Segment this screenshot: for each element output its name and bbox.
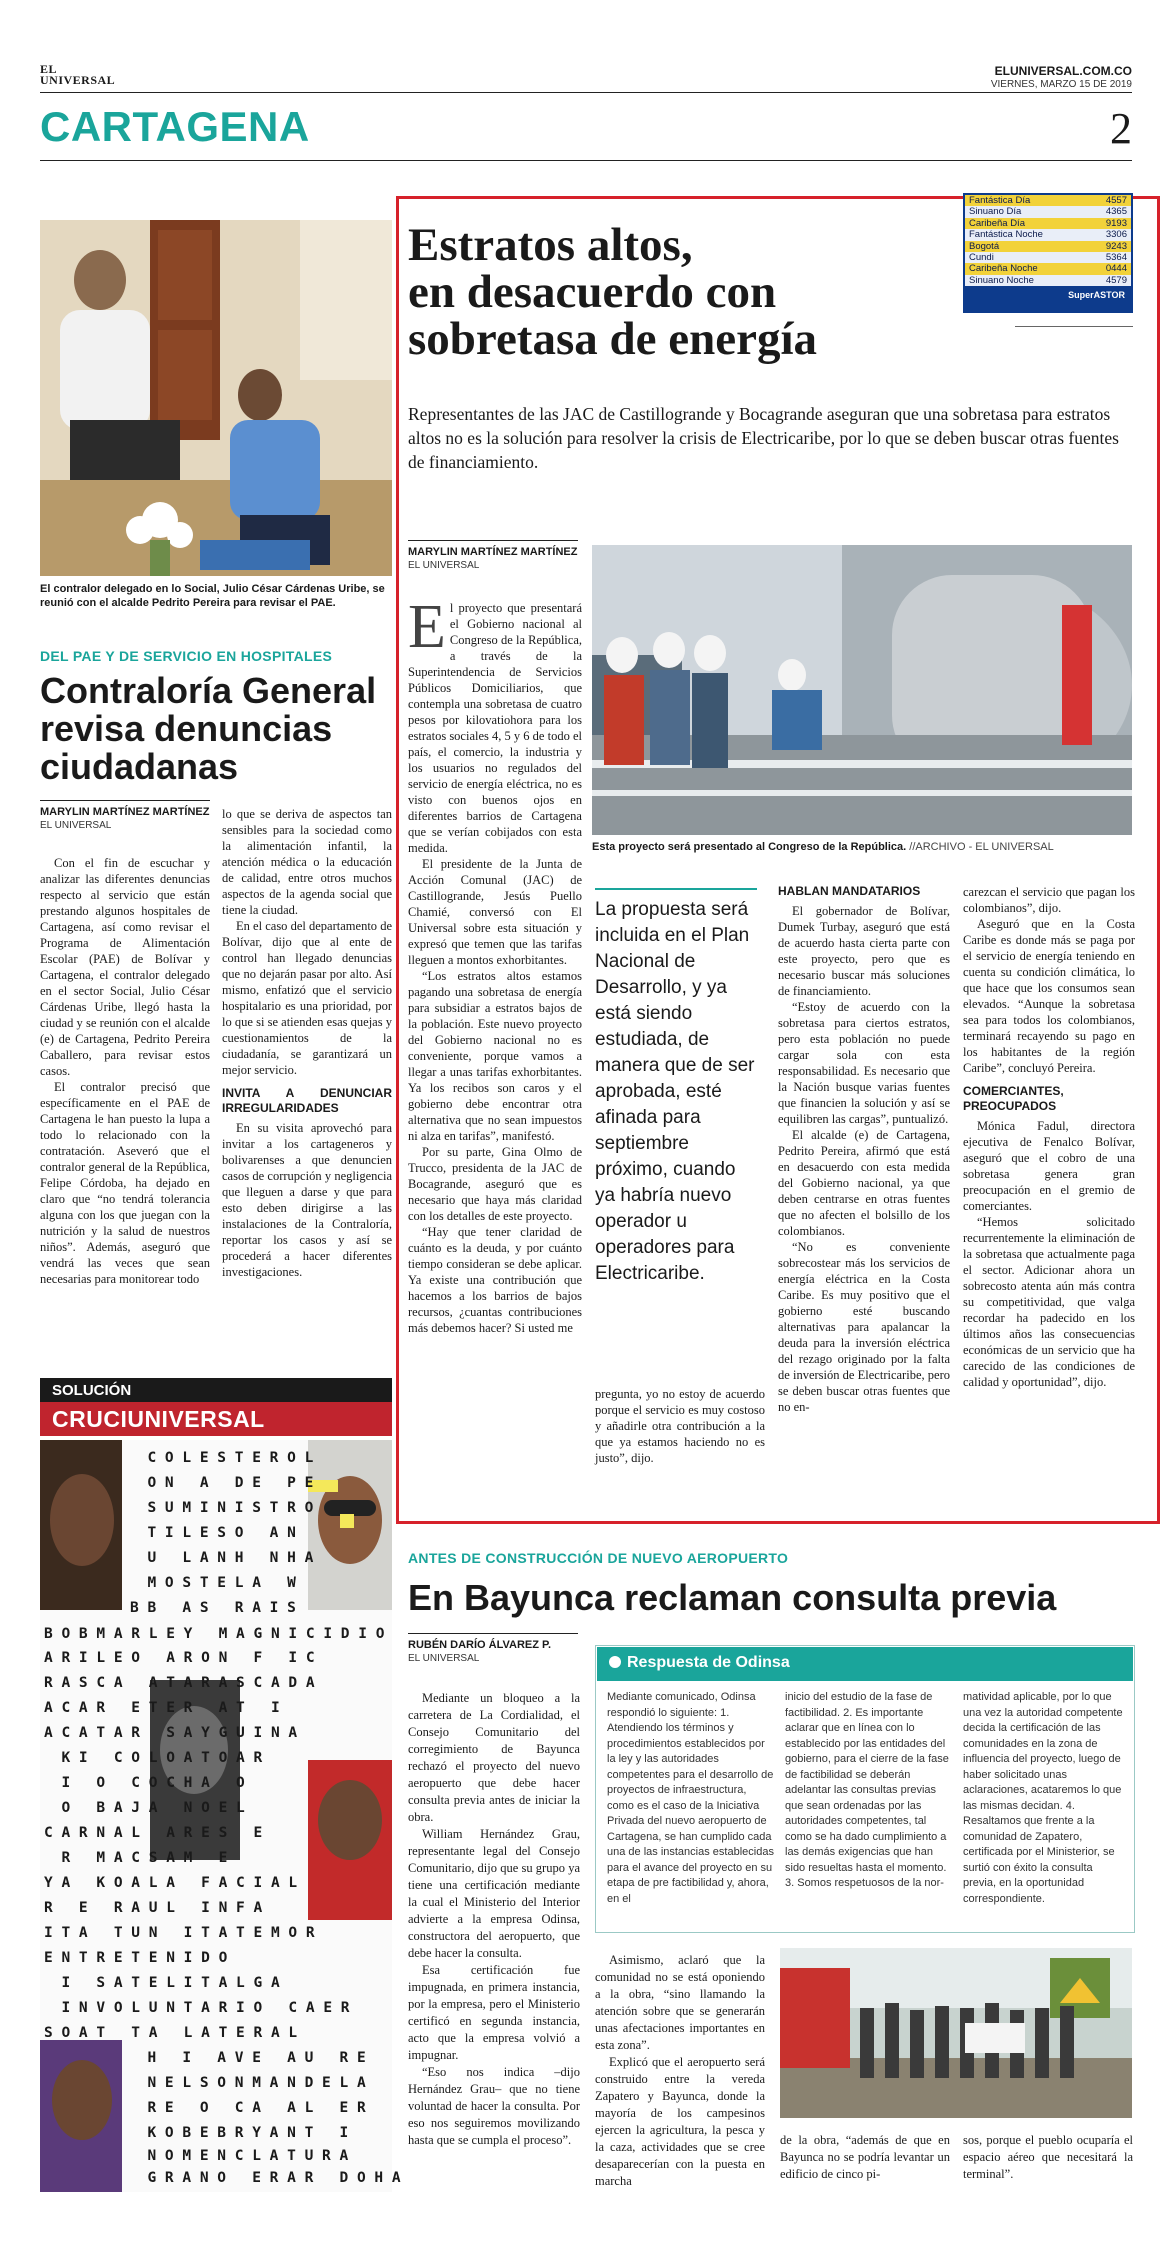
odinsa-box-col1: Mediante comunicado, Odinsa respondió lo siguiente: 1. Atendiendo los términos y procedimientos establecidos por la ley y las autoridades competentes para el desarrollo de proyectos de infraestructura, como es el caso de la Iniciativa Privada del nuevo aeropuerto de Cartagena, se han cumplido cada una de las instancias establecidas para el avance del proyecto en su etapa de pre factibilidad y, ahora, en el [607,1691,774,1905]
left-article-col1 [40,855,210,1287]
protest-photo [780,1948,1132,2118]
crossword-row: C O L E S T E R O L [130,1450,314,1466]
odinsa-box-header [597,1647,1133,1681]
crossword-row: I S A T E L I T A L G A [44,1975,280,1991]
crossword-row: T I L E S O A N [130,1525,296,1541]
issue-date: VIERNES, MARZO 15 DE 2019 [990,79,1132,90]
odinsa-box-col2: inicio del estudio de la fase de factibilidad. 2. Es importante aclarar que en línea con lo establecido por las entidades del gobierno, para el cierre de la fase de factibilidad se deberán adelantar las consultas previas que sean ordenadas por las autoridades competentes, tal como se ha dado cumplimiento a las demás exigencias que han sido resueltas hasta el momento. 3. Somos respetuosos de la nor- [785,1691,949,1889]
paragraph: Aseguró que en la Costa Caribe es donde más se paga por el servicio de energía teniendo en cuenta su condición climática, lo que hace que los consumos sean elevados. “Aunque la sobretasa sea para todos los colombianos, terminará recayendo su pago en los habitantes de la región Caribe”, concluyó Pereira. [963,917,1135,1075]
paragraph: El presidente de la Junta de Acción Comunal (JAC) de Castillogrande, Jesús Puello Chamié, conversó con El Universal sobre esta situación y expresó que temen que las tarifas lleguen a montos exhorbitantes. [408,857,582,967]
logo-line-1: EL [40,62,58,76]
headline-line: en desacuerdo con [408,266,777,318]
bottom-article-headline[interactable]: En Bayunca reclaman consulta previa [408,1577,1057,1618]
crossword-row: U L A N H N H A [130,1550,314,1566]
crossword-row: I T A T U N I T A T E M O R [44,1925,315,1941]
paragraph: Explicó que el aeropuerto será construido entre la vereda Zapatero y Bayunca, donde la mayoría de los campesinos ejercen la agricultura, la pesca y la caza, actividades que se cree desaparecerían con la puesta en marcha [595,2055,765,2188]
paragraph: El gobernador de Bolívar, Dumek Turbay, aseguró que está de acuerdo hasta cierta parte con este proyecto, pero que es necesario buscar más soluciones de financiamiento. [778,904,950,998]
crossword-row: I O C O C H A O [44,1775,245,1791]
crossword-row: K I C O L O A T O A R [44,1750,263,1766]
crossword-row: B O B M A R L E Y M A G N I C I D I O [44,1626,385,1642]
crossword-row: R E R A U L I N F A [44,1900,263,1916]
bottom-article-outlet: EL UNIVERSAL [408,1653,480,1664]
lottery-row [965,218,1131,229]
lottery-number: 0444 [1105,263,1127,275]
lottery-row [965,206,1131,217]
photo-credit: //ARCHIVO - EL UNIVERSAL [909,841,1054,853]
paragraph: “Eso nos indica –dijo Hernández Grau– que no tiene voluntad de hacer la consulta. Por eso nos seguiremos movilizando hasta que se cumpla el proceso”. [408,2065,580,2147]
byline-rule [408,1633,578,1634]
crossword-row: E N T R E T E N I D O [44,1950,228,1966]
paragraph: Por su parte, Gina Olmo de Trucco, presidenta de la JAC de Bocagrande, aseguró que es necesario que haya más claridad con los detalles de este proyecto. [408,1145,582,1223]
lottery-row [965,195,1131,206]
lottery-row [965,263,1131,274]
section-title: CARTAGENA [40,103,310,150]
lottery-name: Sinuano Día [969,206,1022,218]
lottery-number: 4557 [1105,195,1127,206]
pullquote-rule [595,888,757,890]
main-col1 [408,593,582,1336]
bottom-col4 [963,2132,1133,2183]
main-col4 [963,884,1135,1390]
crossword-row: S U M I N I S T R O [130,1500,314,1516]
lottery-number: 9193 [1105,217,1127,229]
subhead: INVITA A DENUNCIAR IRREGULARIDADES [222,1086,392,1115]
lottery-rule [1015,326,1133,327]
main-byline: MARYLIN MARTÍNEZ MARTÍNEZ [408,546,578,558]
lottery-row [965,241,1131,252]
paragraph: En su visita aprovechó para invitar a los cartageneros y bolivarenses a que denuncien casos de corrupción y negligencia que lleguen a darse y que para esto deben dirigirse a las instalaciones de la Contraloría, reportar los casos y así se procederá a hacer diferentes investigaciones. [222,1121,392,1279]
lottery-row [965,252,1131,263]
byline-rule [40,800,210,801]
crossword-row: A R I L E O A R O N F I C [44,1650,315,1666]
meeting-photo [40,220,392,576]
bottom-article-kicker: ANTES DE CONSTRUCCIÓN DE NUEVO AEROPUERTO [408,1550,789,1566]
paragraph: Mónica Fadul, directora ejecutiva de Fenalco Bolívar, aseguró que el cobro de una sobretasa genera gran preocupación en el gremio de comerciantes. [963,1119,1135,1213]
paragraph: lo que se deriva de aspectos tan sensibles para la sociedad como la alimentación infantil, la atención médica o la educación de calidad, entre otros muchos aspectos de la agenda social que tiene la ciudad. [222,807,392,917]
paragraph: En el caso del departamento de Bolívar, dijo que al ente de control han llegado denuncias que no dejarán pasar por alto. Así mismo, enfatizó que el servicio hospitalario es una prioridad, por lo que si se atienden esas quejas y cuestionamientos de la ciudadanía, se garantizará un mejor servicio. [222,919,392,1077]
left-article-outlet: EL UNIVERSAL [40,820,112,831]
main-col2-bottom [595,1386,765,1466]
lottery-row [965,229,1131,240]
headline-line: revisa denuncias [40,708,333,749]
left-article-col2 [222,806,392,1280]
lottery-number: 9243 [1105,240,1127,252]
main-headline[interactable] [408,219,948,365]
logo-line-2: UNIVERSAL [40,73,116,87]
site-url[interactable]: ELUNIVERSAL.COM.CO [994,64,1132,78]
crossword-row: N E L S O N M A N D E L A [130,2075,366,2091]
pullquote: La propuesta será incluida en el Plan Nacional de Desarrollo, y ya está siendo estudiada, de manera que de ser aprobada, esté afinada para septiembre próximo, cuando ya habría nuevo operador u operadores para Electricaribe. [595,899,755,1284]
crossword-row: H I A V E A U R E [130,2050,366,2066]
left-article-kicker: DEL PAE Y DE SERVICIO EN HOSPITALES [40,648,333,664]
lottery-name: Fantástica Noche [969,229,1043,241]
bullet-icon [609,1656,621,1668]
paragraph: El contralor precisó que específicamente en el PAE de Cartagena le han puesto la lupa a todo lo relacionado con la contratación. Aseveró que el contralor general de la República, Felipe Córdoba, ha dejado en claro que “no tendrá tolerancia alguna con los que juegan con la nutrición y la salud de nuestros niños”. Además, aseguró que vendrá las veces que sean necesarias para monitorear todo [40,1080,210,1286]
crossword-row: Y A K O A L A F A C I A L [44,1875,298,1891]
headline-line: sobretasa de energía [408,313,818,365]
main-outlet: EL UNIVERSAL [408,560,480,571]
crossword-row: B B A S R A I S [130,1600,296,1616]
lottery-number: 4365 [1105,206,1127,218]
left-article-headline[interactable] [40,672,392,786]
main-deck: Representantes de las JAC de Castillogrande y Bocagrande aseguran que una sobretasa para estratos altos no es la solución para resolver la crisis de Electricaribe, por lo que se deben buscar otras fuentes de financiamiento. [408,404,1119,472]
lottery-brand-logo: SuperASTOR [1068,290,1125,301]
paragraph: l proyecto que presentará el Gobierno nacional al Congreso de la República, a través de la Superintendencia de Servicios Públicos Domiciliarios, que contempla una sobretasa de cuatro pesos por kilovatiohora para los estratos sociales 4, 5 y 6 de todo el país, el comercio, la industria y los usuarios no regulados del servicio de energía eléctrica, no es visto con buenos ojos en diferentes barrios de Cartagena que se verían cobijados con esta medida. [408,601,582,855]
lottery-number: 4579 [1105,274,1127,286]
lottery-name: Fantástica Día [969,195,1031,206]
bottom-article-byline: RUBÉN DARÍO ÁLVAREZ P. [408,1639,552,1651]
section-rule [40,160,1132,161]
paragraph: carezcan el servicio que pagan los colombianos”, dijo. [963,885,1135,915]
engineers-photo-caption [592,840,1132,854]
paragraph: “Los estratos altos estamos pagando una sobretasa de energía para subsidiar a estratos bajos de la población. Este nuevo proyecto del Gobierno nacional no es conveniente, porque vamos a llegar a unas tarifas exhorbitantes. Ya los recibos son caros y el gobierno debe encontrar otra alternativa que no sean impuestos ni alza en tarifas”, manifestó. [408,969,582,1143]
subhead: HABLAN MANDATARIOS [778,884,921,898]
crossword-row: M O S T E L A W [130,1575,296,1591]
lottery-number: 5364 [1105,252,1127,264]
crossword-solution-label: SOLUCIÓN [40,1378,392,1402]
box-title: Respuesta de Odinsa [627,1654,790,1671]
odinsa-box-col3: matividad aplicable, por lo que una vez la autoridad competente decida la certificación de las comunidades en la zona de influencia del proyecto, luego de haber solicitado unas aclaraciones, acataremos lo que las mismas decidan. 4. Resaltamos que frente a la comunidad de Zapatero, certificada por el Ministerior, se surtió con éxito la consulta previa, en la oportunidad correspondiente. [963,1691,1123,1905]
page-number: 2 [1110,104,1132,153]
paragraph: “Hay que tener claridad de cuánto es la deuda, y por cuánto tiempo consideran se debe aplicar. Ya existe una contribución que hacemos a los barrios de bajos recursos, ¿cuantas contribuciones más debemos hacer? Si usted me [408,1225,582,1335]
caption-text: Esta proyecto será presentado al Congreso de la República. [592,841,907,853]
crossword-row: K O B E B R Y A N T I [130,2125,349,2141]
byline-rule [408,540,578,541]
crossword-row: C A R N A L A R E S E [44,1825,263,1841]
lottery-name: Caribeña Noche [969,263,1038,275]
bottom-col2 [595,1952,765,2190]
paragraph: Esa certificación fue impugnada, en primera instancia, por la empresa, pero el Ministerio certificó en segunda instancia, acto que la empresa volvió a impugnar. [408,1963,580,2062]
paragraph: “No es conveniente sobrecostear más los servicios de energía eléctrica en la Costa Caribe. Es muy positivo que el gobierno esté buscando alternativas para apalancar la deuda para la inversión eléctrica del rezago originado por la falta de inversión de Electricaribe, pero se deben buscar otras fuentes que no en- [778,1240,950,1414]
paragraph: Asimismo, aclaró que la comunidad no se está oponiendo a la obra, “sino llamando la atención sobre que se generarán unas afectaciones importantes en esta zona”. [595,1953,765,2052]
crossword-row: I N V O L U N T A R I O C A E R [44,2000,350,2016]
lottery-results-box [963,193,1133,313]
paragraph: “Hemos solicitado recurrentemente la eliminación de la sobretasa que actualmente paga el sector. Adicionar ahora un sobrecosto atenta aún más contra su competitividad, que valga recordar ha padecido en los últimos años las consecuencias económicas de un servicio que ha carecido de las condiciones de calidad y oportunidad”, dijo. [963,1215,1135,1389]
lottery-row [965,275,1131,286]
lottery-name: Sinuano Noche [969,274,1034,286]
bottom-col1 [408,1690,580,2149]
engineers-photo [592,545,1132,835]
crossword-row: A C A T A R S A Y G U I N A [44,1725,298,1741]
crossword-grid [40,1440,401,2192]
lottery-name: Cundi [969,252,994,264]
crossword-row: G R A N O E R A R D O H A [130,2170,401,2186]
masthead-rule [40,92,1132,93]
crossword-row: R M A C S A M E [44,1850,228,1866]
bottom-col3 [780,2132,950,2183]
crossword-row: R E O C A A L E R [130,2100,366,2116]
newspaper-logo[interactable] [40,64,115,86]
paragraph: sos, porque el pueblo ocuparía el espacio aéreo que necesitará la terminal”. [963,2133,1133,2181]
subhead: COMERCIANTES, PREOCUPADOS [963,1084,1064,1113]
main-col3 [778,884,950,1415]
crossword-row: R A S C A A T A R A S C A D A [44,1675,315,1691]
dropcap: E [408,593,446,661]
lottery-name: Bogotá [969,240,1000,252]
paragraph: de la obra, “además de que en Bayunca no se podría levantar un edificio de cinco pi- [780,2133,950,2181]
headline-line: ciudadanas [40,746,239,787]
crossword-row: A C A R E T E R A T I [44,1700,280,1716]
meeting-photo-caption: El contralor delegado en lo Social, Julio César Cárdenas Uribe, se reunió con el alcalde Pedrito Pereira para revisar el PAE. [40,583,385,609]
left-article-byline: MARYLIN MARTÍNEZ MARTÍNEZ [40,806,210,818]
crossword-row: O B A J A N O E L [44,1800,245,1816]
headline-line: Estratos altos, [408,219,693,271]
crossword-row: N O M E N C L A T U R A [130,2148,349,2164]
paragraph: pregunta, yo no estoy de acuerdo porque el servicio es muy costoso y añadirle otra contribución a la que ya estamos haciendo no es justo”, dijo. [595,1387,765,1465]
crossword-row: O N A D E P E [130,1475,314,1491]
lottery-name: Caribeña Día [969,217,1025,229]
paragraph: Con el fin de escuchar y analizar las diferentes denuncias respecto al servicio que están prestando algunos hospitales de Cartagena, así como revisar el Programa de Alimentación Escolar (PAE) de Bolívar y Cartagena, el contralor delegado en el sector Social, Julio César Cárdenas Uribe, llegó hasta la ciudad y se reunión con el alcalde (e) de Cartagena, Pedrito Pereira Caballero, para revisar estos casos. [40,856,210,1078]
paragraph: Mediante un bloqueo a la carretera de La Cordialidad, el Consejo Comunitario del corregimiento de Bayunca rechazó el proyecto del nuevo aeropuerto que debe hacer consulta previa antes de iniciar la obra. [408,1691,580,1824]
headline-line: Contraloría General [40,670,377,711]
crossword-row: S O A T T A L A T E R A L [44,2025,298,2041]
crossword-title: CRUCIUNIVERSAL [40,1402,392,1436]
lottery-number: 3306 [1105,229,1127,241]
paragraph: “Estoy de acuerdo con la sobretasa para ciertos estratos, pero esta población no puede cargar sola con esta responsabilidad. Es necesario que la Nación busque varias fuentes que financien la solución y así se equilibren las cargas”, puntualizó. [778,1000,950,1126]
paragraph: El alcalde (e) de Cartagena, Pedrito Pereira, afirmó que está en desacuerdo con esta medida del Gobierno nacional, ya que deben centrarse en otras fuentes que no afecten el bolsillo de los colombianos. [778,1128,950,1238]
paragraph: William Hernández Grau, representante legal del Consejo Comunitario, dijo que su grupo ya tiene una certificación mediante la cual el Ministerio del Interior advierte a la empresa Odinsa, constructora del aeropuerto, que debe hacer la consulta. [408,1827,580,1960]
